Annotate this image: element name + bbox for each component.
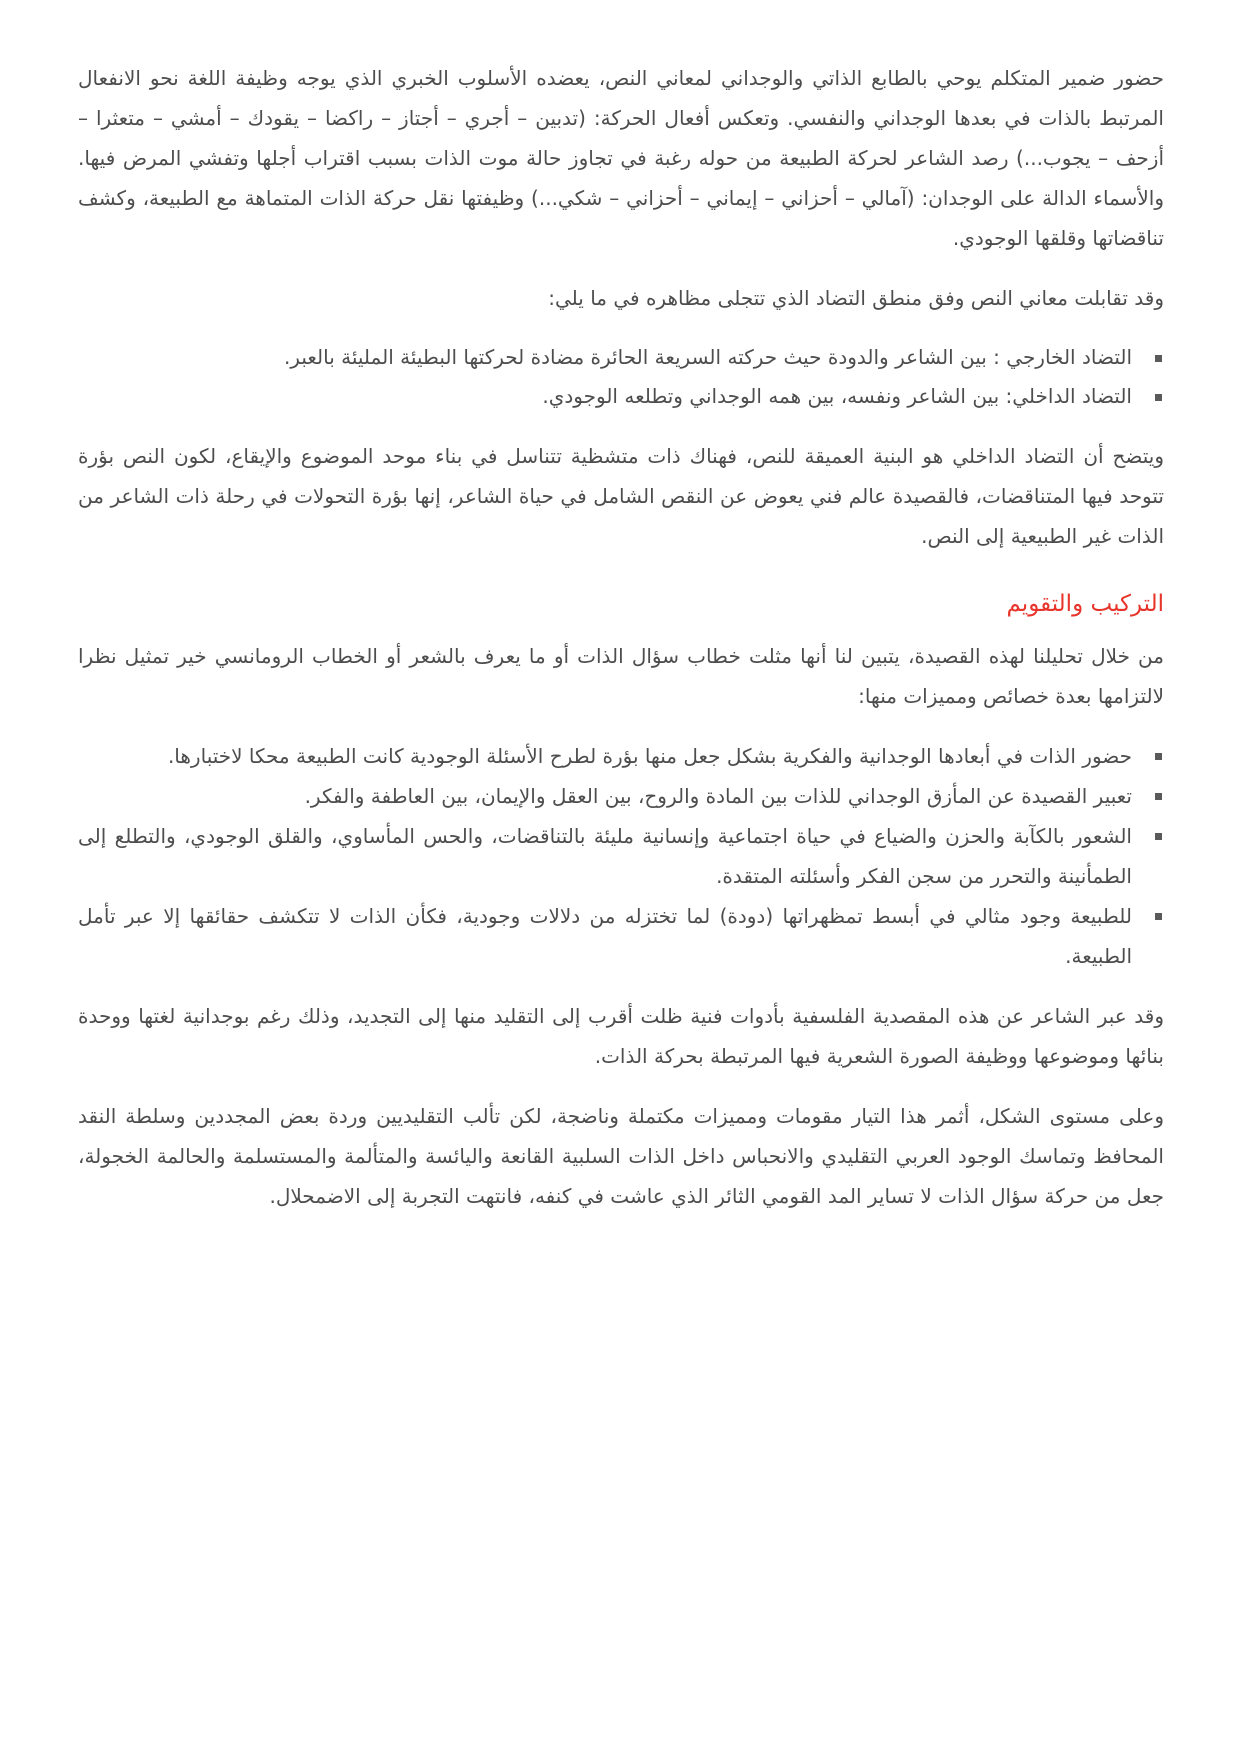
section-heading: التركيب والتقويم [1006, 591, 1164, 617]
paragraph-intro: حضور ضمير المتكلم يوحي بالطابع الذاتي والوجداني لمعاني النص، يعضده الأسلوب الخبري الذي يوجه وظيفة اللغة نحو الانفعال المرتبط بالذات في بعدها الوجداني والنفسي. وتعكس أفعال الحركة: (تدبين – أجري – أجتاز – راكضا – يقودك – أمشي – متعثرا – أزحف – يجوب...) رصد الشاعر لحركة الطبيعة من حوله رغبة في تجاوز حالة موت الذات بسبب اقتراب أجلها وتفشي المرض فيها. والأسماء الدالة على الوجدان: (آمالي – أحزاني – إيماني – أحزاني – شكي...) وظيفتها نقل حركة الذات المتماهة مع الطبيعة، وكشف تناقضاتها وقلقها الوجودي. [78, 66, 1164, 250]
contrast-list [78, 338, 1164, 416]
features-list [78, 736, 1164, 976]
paragraph-form-level: وعلى مستوى الشكل، أثمر هذا التيار مقومات ومميزات مكتملة وناضجة، لكن تألب التقليديين وردة بعض المجددين وسلطة النقد المحافظ وتماسك الوجود العربي التقليدي والانحباس داخل الذات السلبية القانعة واليائسة والمتألمة والمستسلمة والحالمة الخجولة، جعل من حركة سؤال الذات لا تساير المد القومي الثائر الذي عاشت في كنفه، فانتهت التجربة إلى الاضمحلال. [78, 1104, 1164, 1208]
paragraph-contrast-intro: وقد تقابلت معاني النص وفق منطق التضاد الذي تتجلى مظاهره في ما يلي: [548, 286, 1164, 310]
paragraph-synthesis-intro: من خلال تحليلنا لهذه القصيدة، يتبين لنا أنها مثلت خطاب سؤال الذات أو ما يعرف بالشعر أو الخطاب الرومانسي خير تمثيل نظرا لالتزامها بعدة خصائص ومميزات منها: [78, 644, 1164, 708]
document-page [78, 58, 1164, 1236]
list-item-internal-contrast: التضاد الداخلي: بين الشاعر ونفسه، بين همه الوجداني وتطلعه الوجودي. [78, 377, 1132, 416]
list-item: الشعور بالكآبة والحزن والضياع في حياة اجتماعية وإنسانية مليئة بالتناقضات، والحس المأساوي، والقلق الوجودي، والتطلع إلى الطمأنينة والتحرر من سجن الفكر وأسئلته المتقدة. [78, 816, 1132, 896]
list-item-external-contrast: التضاد الخارجي : بين الشاعر والدودة حيث حركته السريعة الحائرة مضادة لحركتها البطيئة المليئة بالعبر. [78, 338, 1132, 377]
list-item: تعبير القصيدة عن المأزق الوجداني للذات بين المادة والروح، بين العقل والإيمان، بين العاطفة والفكر. [78, 776, 1132, 816]
list-item: حضور الذات في أبعادها الوجدانية والفكرية بشكل جعل منها بؤرة لطرح الأسئلة الوجودية كانت الطبيعة محكا لاختبارها. [78, 736, 1132, 776]
paragraph-internal-contrast: ويتضح أن التضاد الداخلي هو البنية العميقة للنص، فهناك ذات متشظية تتناسل في بناء موحد الموضوع والإيقاع، لكون النص بؤرة تتوحد فيها المتناقضات، فالقصيدة عالم فني يعوض عن النقص الشامل في حياة الشاعر، إنها بؤرة التحولات في رحلة ذات الشاعر من الذات غير الطبيعية إلى النص. [78, 444, 1164, 548]
list-item: للطبيعة وجود مثالي في أبسط تمظهراتها (دودة) لما تختزله من دلالات وجودية، فكأن الذات لا تتكشف حقائقها إلا عبر تأمل الطبيعة. [78, 896, 1132, 976]
paragraph-expression: وقد عبر الشاعر عن هذه المقصدية الفلسفية بأدوات فنية ظلت أقرب إلى التقليد منها إلى التجديد، وذلك رغم بوجدانية لغتها ووحدة بنائها وموضوعها ووظيفة الصورة الشعرية فيها المرتبطة بحركة الذات. [78, 1004, 1164, 1068]
